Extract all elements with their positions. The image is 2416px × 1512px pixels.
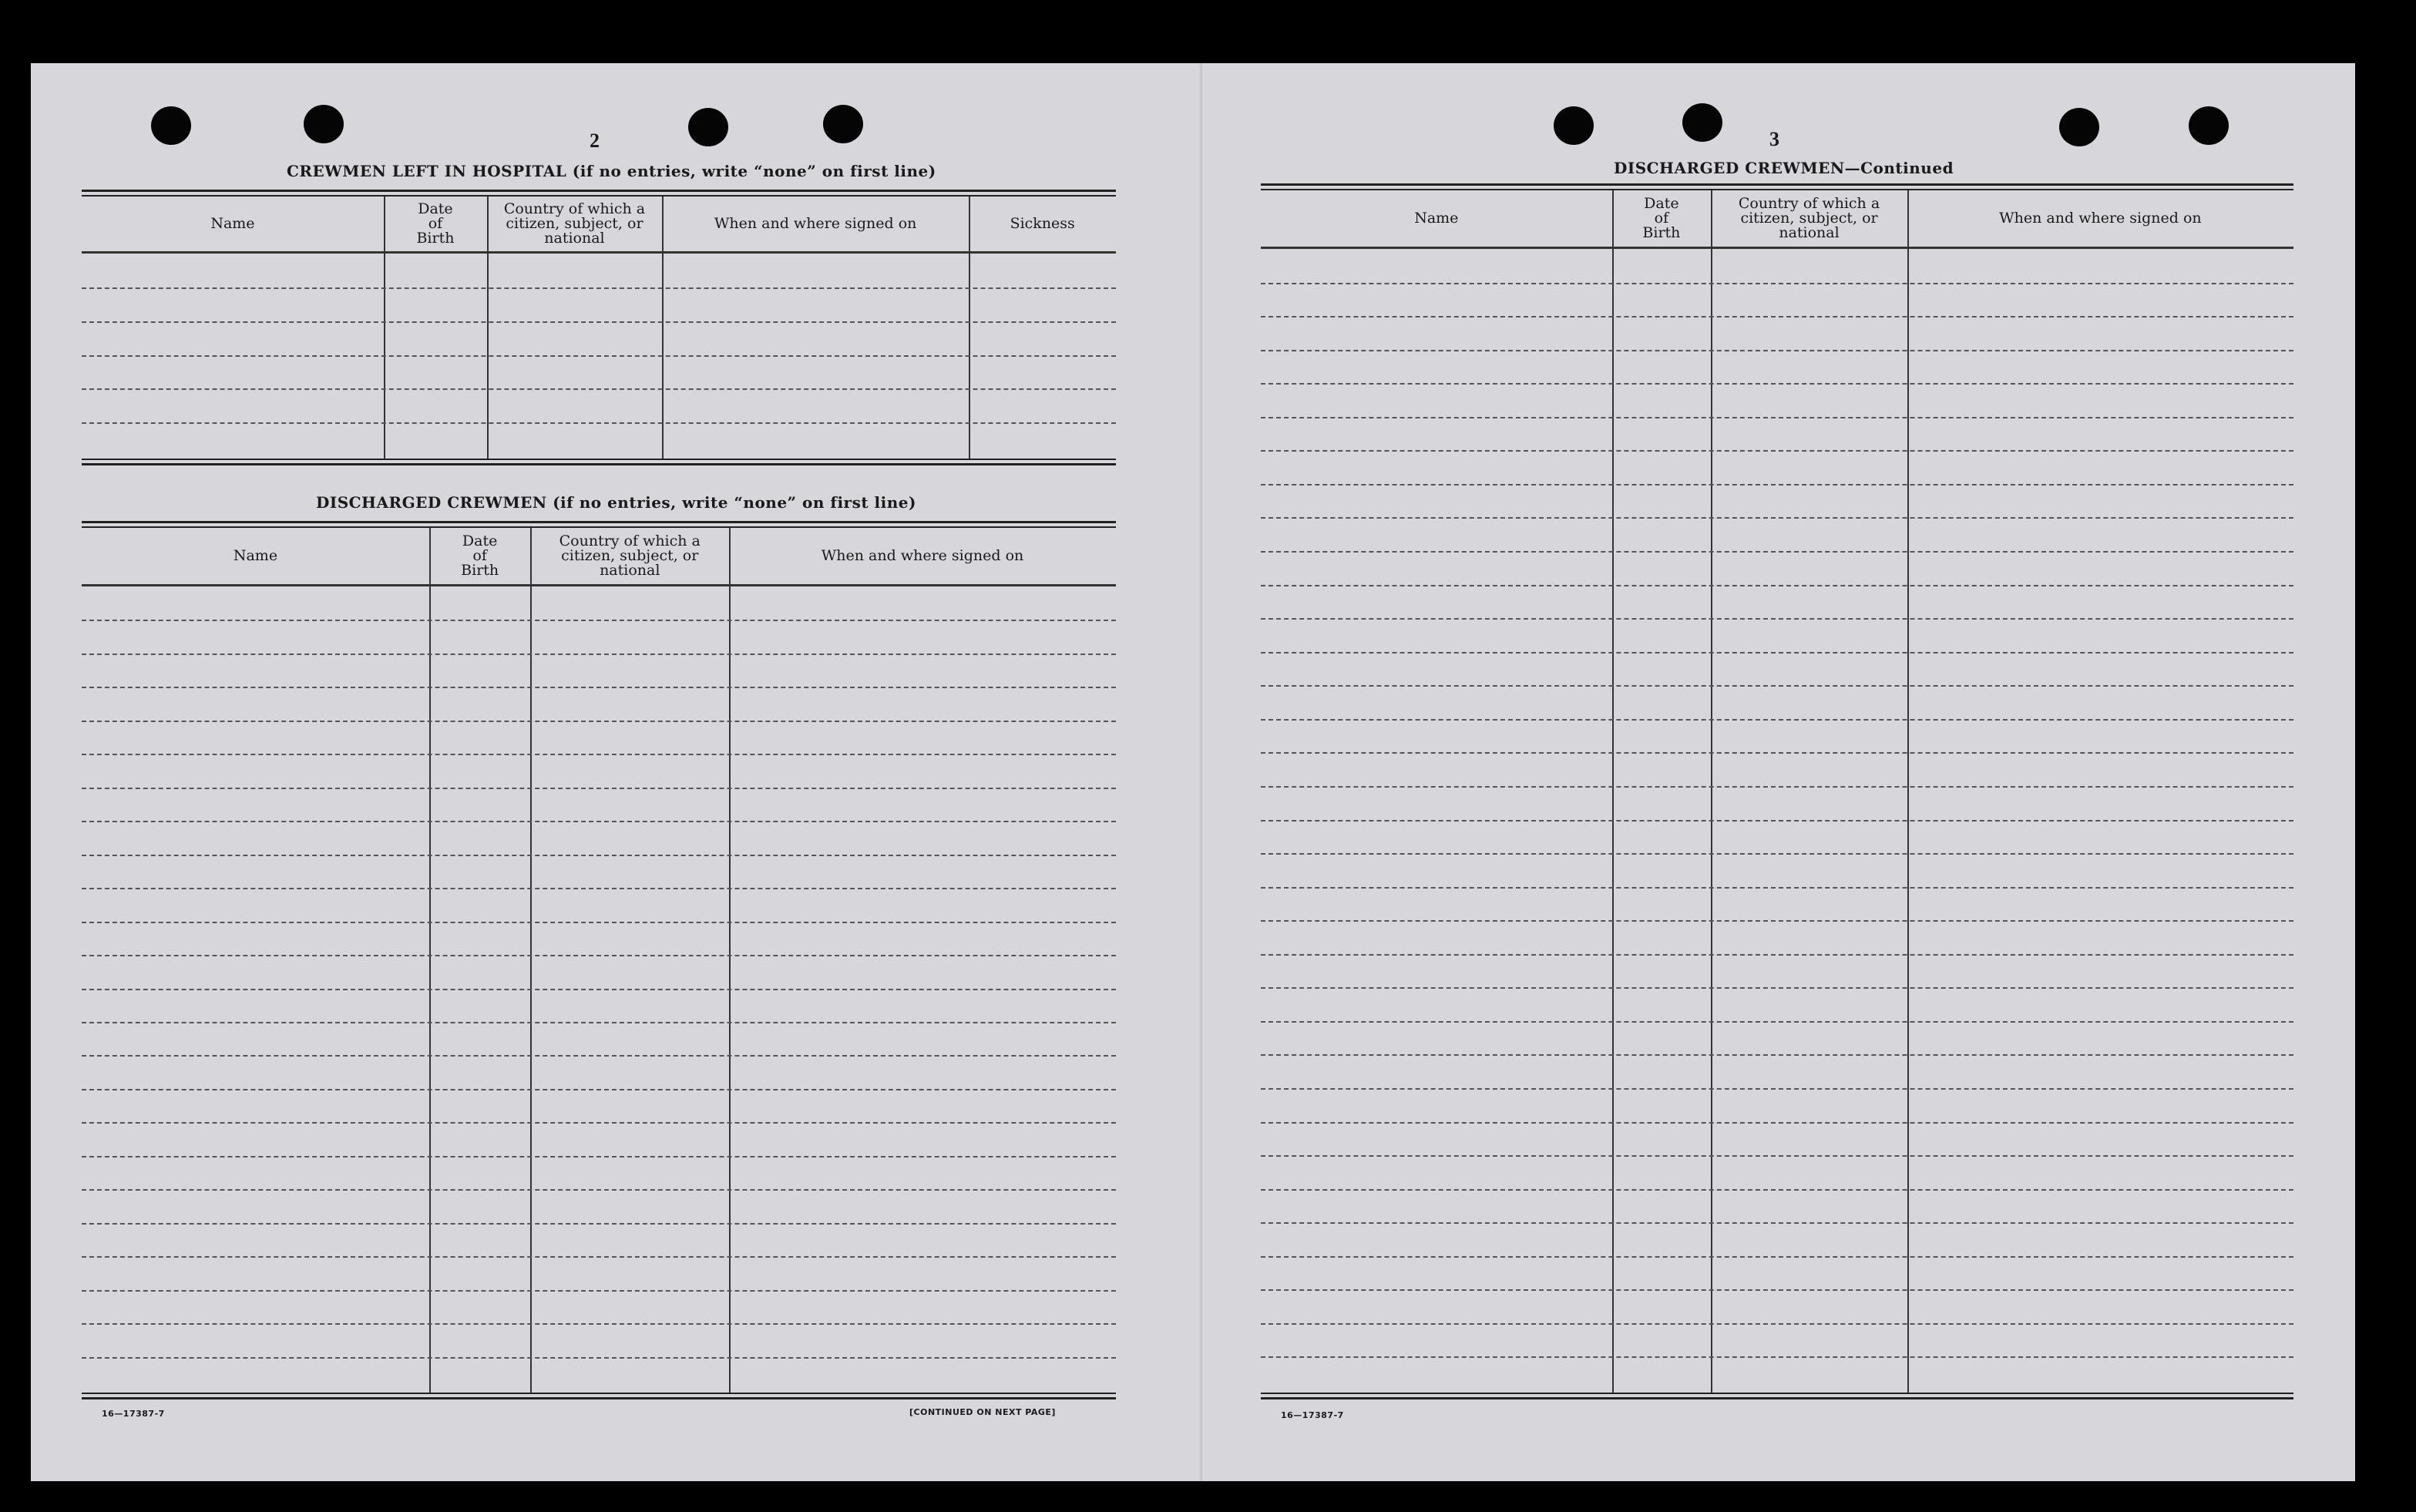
entry-row-line xyxy=(1261,618,2293,620)
entry-row-line xyxy=(82,721,1116,722)
discharged-table xyxy=(82,521,1116,1399)
entry-row-line xyxy=(1261,719,2293,721)
entry-row-line xyxy=(1261,1122,2293,1124)
column-divider xyxy=(530,528,532,1393)
entry-row-line xyxy=(1261,1155,2293,1157)
entry-row-line xyxy=(1261,1021,2293,1023)
entry-row-line xyxy=(82,754,1116,755)
entry-row-line xyxy=(1261,450,2293,452)
table-top-rule xyxy=(82,521,1116,523)
column-divider xyxy=(1907,190,1909,1393)
column-header: Name xyxy=(1414,209,1459,227)
discharged-continued-table xyxy=(1261,183,2293,1399)
entry-row-line xyxy=(82,1223,1116,1225)
entry-row-line xyxy=(1261,417,2293,418)
column-divider xyxy=(1711,190,1712,1393)
table-top-rule xyxy=(1261,189,2293,190)
column-header: Date of Birth xyxy=(416,200,455,247)
entry-row-line xyxy=(1261,987,2293,989)
discharged-continued-title: DISCHARGED CREWMEN—Continued xyxy=(1614,159,1954,177)
column-header: Name xyxy=(210,214,255,232)
column-header: Date of Birth xyxy=(1642,194,1681,241)
entry-row-line xyxy=(1261,1323,2293,1325)
table-bottom-rule xyxy=(82,1397,1116,1399)
entry-row-line xyxy=(1261,484,2293,486)
page-fold xyxy=(1200,63,1202,1481)
punch-hole xyxy=(1682,103,1722,142)
entry-row-line xyxy=(82,955,1116,956)
punch-hole xyxy=(1554,106,1594,145)
entry-row-line xyxy=(82,821,1116,822)
entry-row-line xyxy=(1261,685,2293,687)
column-divider xyxy=(1612,190,1614,1393)
entry-row-line xyxy=(82,355,1116,357)
entry-row-line xyxy=(82,1189,1116,1191)
entry-row-line xyxy=(82,1089,1116,1090)
header-underline xyxy=(82,584,1116,586)
entry-row-line xyxy=(1261,786,2293,788)
hospital-section-title: CREWMEN LEFT IN HOSPITAL (if no entries, write “none” on first line) xyxy=(287,162,936,180)
continued-note: [CONTINUED ON NEXT PAGE] xyxy=(909,1407,1056,1417)
page-number-left: 2 xyxy=(590,129,600,152)
column-divider xyxy=(487,197,489,459)
column-divider xyxy=(662,197,664,459)
column-header: When and where signed on xyxy=(1999,209,2202,227)
entry-row-line xyxy=(1261,652,2293,654)
entry-row-line xyxy=(82,855,1116,856)
entry-row-line xyxy=(1261,551,2293,553)
table-bottom-rule xyxy=(1261,1397,2293,1399)
entry-row-line xyxy=(1261,1088,2293,1090)
entry-row-line xyxy=(82,388,1116,390)
column-header: Date of Birth xyxy=(461,532,499,579)
entry-row-line xyxy=(1261,920,2293,922)
entry-row-line xyxy=(1261,954,2293,956)
entry-row-line xyxy=(1261,316,2293,318)
entry-row-line xyxy=(82,321,1116,323)
column-header: Country of which a citizen, subject, or national xyxy=(559,532,701,579)
entry-row-line xyxy=(82,1256,1116,1258)
entry-row-line xyxy=(82,1022,1116,1023)
table-top-rule xyxy=(1261,183,2293,186)
entry-row-line xyxy=(82,654,1116,655)
hospital-table xyxy=(82,190,1116,465)
entry-row-line xyxy=(82,989,1116,990)
column-header: Sickness xyxy=(1010,214,1075,232)
punch-hole xyxy=(688,108,728,146)
entry-row-line xyxy=(82,1357,1116,1359)
punch-hole xyxy=(823,105,863,143)
entry-row-line xyxy=(82,788,1116,789)
table-top-rule xyxy=(82,190,1116,192)
punch-hole xyxy=(2189,106,2229,145)
entry-row-line xyxy=(1261,1256,2293,1258)
column-header: Country of which a citizen, subject, or national xyxy=(503,200,646,247)
table-bottom-rule xyxy=(82,463,1116,465)
entry-row-line xyxy=(82,1290,1116,1292)
entry-row-line xyxy=(82,1055,1116,1057)
column-header: When and where signed on xyxy=(714,214,917,232)
column-header: Name xyxy=(233,546,278,564)
page-number-right: 3 xyxy=(1769,128,1779,150)
punch-hole xyxy=(151,106,191,145)
entry-row-line xyxy=(82,922,1116,923)
table-bottom-rule xyxy=(1261,1393,2293,1394)
punch-hole xyxy=(304,105,344,143)
punch-hole xyxy=(2059,108,2099,146)
entry-row-line xyxy=(1261,283,2293,284)
entry-row-line xyxy=(1261,1356,2293,1358)
entry-row-line xyxy=(82,687,1116,688)
entry-row-line xyxy=(1261,350,2293,351)
table-bottom-rule xyxy=(82,1393,1116,1394)
entry-row-line xyxy=(1261,517,2293,519)
column-header: Country of which a citizen, subject, or national xyxy=(1738,194,1880,241)
discharged-section-title: DISCHARGED CREWMEN (if no entries, write “none” on first line) xyxy=(316,493,916,512)
table-bottom-rule xyxy=(82,459,1116,460)
entry-row-line xyxy=(82,888,1116,889)
table-top-rule xyxy=(82,195,1116,197)
form-number-right: 16—17387-7 xyxy=(1281,1410,1344,1420)
entry-row-line xyxy=(82,422,1116,424)
entry-row-line xyxy=(1261,585,2293,586)
entry-row-line xyxy=(1261,752,2293,754)
entry-row-line xyxy=(1261,1189,2293,1191)
header-underline xyxy=(82,251,1116,254)
column-divider xyxy=(384,197,385,459)
column-divider xyxy=(729,528,731,1393)
entry-row-line xyxy=(82,287,1116,289)
entry-row-line xyxy=(1261,1054,2293,1056)
form-number-left: 16—17387-7 xyxy=(102,1409,165,1419)
column-divider xyxy=(429,528,431,1393)
entry-row-line xyxy=(82,1323,1116,1325)
column-divider xyxy=(969,197,970,459)
entry-row-line xyxy=(82,1122,1116,1124)
entry-row-line xyxy=(1261,853,2293,855)
entry-row-line xyxy=(1261,887,2293,889)
table-top-rule xyxy=(82,526,1116,528)
entry-row-line xyxy=(1261,820,2293,822)
header-underline xyxy=(1261,247,2293,249)
entry-row-line xyxy=(1261,383,2293,385)
entry-row-line xyxy=(82,1156,1116,1158)
column-header: When and where signed on xyxy=(821,546,1024,564)
entry-row-line xyxy=(82,620,1116,621)
entry-row-line xyxy=(1261,1222,2293,1224)
entry-row-line xyxy=(1261,1289,2293,1291)
